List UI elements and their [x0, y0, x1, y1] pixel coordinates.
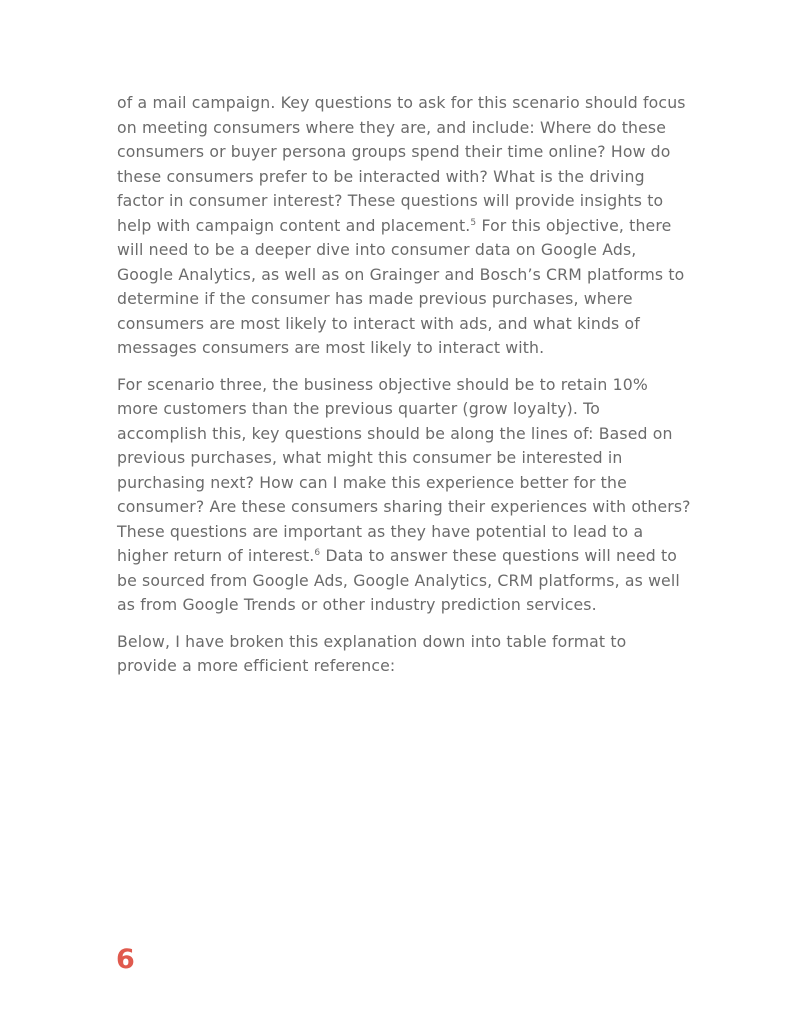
text-line: previous purchases, what might this consumer be interested in: [117, 448, 623, 467]
text-line: purchasing next? How can I make this experience better for the: [117, 472, 627, 492]
text-line: of a mail campaign. Key questions to ask for this scenario should focus: [117, 93, 686, 112]
text-line: For scenario three, the business objective should be to retain 10%: [117, 374, 648, 394]
text-line: as from Google Trends or other industry prediction services.: [117, 595, 597, 614]
text-line: will need to be a deeper dive into consumer data on Google Ads,: [117, 240, 637, 259]
footnote-ref-5[interactable]: 5: [470, 217, 477, 228]
text-line: Below, I have broken this explanation down into table format to: [117, 631, 627, 651]
text-line: [117, 214, 697, 239]
text-line: consumers are most likely to interact with ads, and what kinds of: [117, 313, 640, 333]
text-segment: higher return of interest.: [117, 546, 315, 565]
text-line: consumer? Are these consumers sharing their experiences with others?: [117, 497, 691, 516]
footnote-ref-6[interactable]: 6: [314, 548, 321, 558]
text-line: more customers than the previous quarter (grow loyalty). To: [117, 399, 600, 418]
paragraph-mail-campaign: [117, 91, 697, 361]
text-line: on meeting consumers where they are, and include: Where do these: [117, 117, 667, 137]
page-number: 6: [116, 944, 135, 975]
body-text: [117, 91, 697, 691]
text-line: factor in consumer interest? These questions will provide insights to: [117, 191, 664, 210]
text-line: these consumers prefer to be interacted with? What is the driving: [117, 166, 645, 186]
text-line: be sourced from Google Ads, Google Analytics, CRM platforms, as well: [117, 570, 680, 590]
text-line: determine if the consumer has made previous purchases, where: [117, 289, 633, 308]
paragraph-scenario-three: [117, 373, 697, 618]
text-segment: Data to answer these questions will need to: [320, 546, 678, 565]
paragraph-table-intro: [117, 630, 697, 679]
text-line: messages consumers are most likely to interact with.: [117, 338, 545, 357]
text-line: [117, 544, 697, 569]
text-line: provide a more efficient reference:: [117, 656, 396, 675]
text-line: accomplish this, key questions should be along the lines of: Based on: [117, 423, 673, 443]
text-line: Google Analytics, as well as on Grainger and Bosch’s CRM platforms to: [117, 264, 685, 284]
text-line: These questions are important as they have potential to lead to a: [117, 521, 644, 541]
text-line: consumers or buyer persona groups spend their time online? How do: [117, 142, 671, 161]
text-segment: For this objective, there: [476, 215, 672, 235]
text-segment: help with campaign content and placement.: [117, 215, 471, 235]
